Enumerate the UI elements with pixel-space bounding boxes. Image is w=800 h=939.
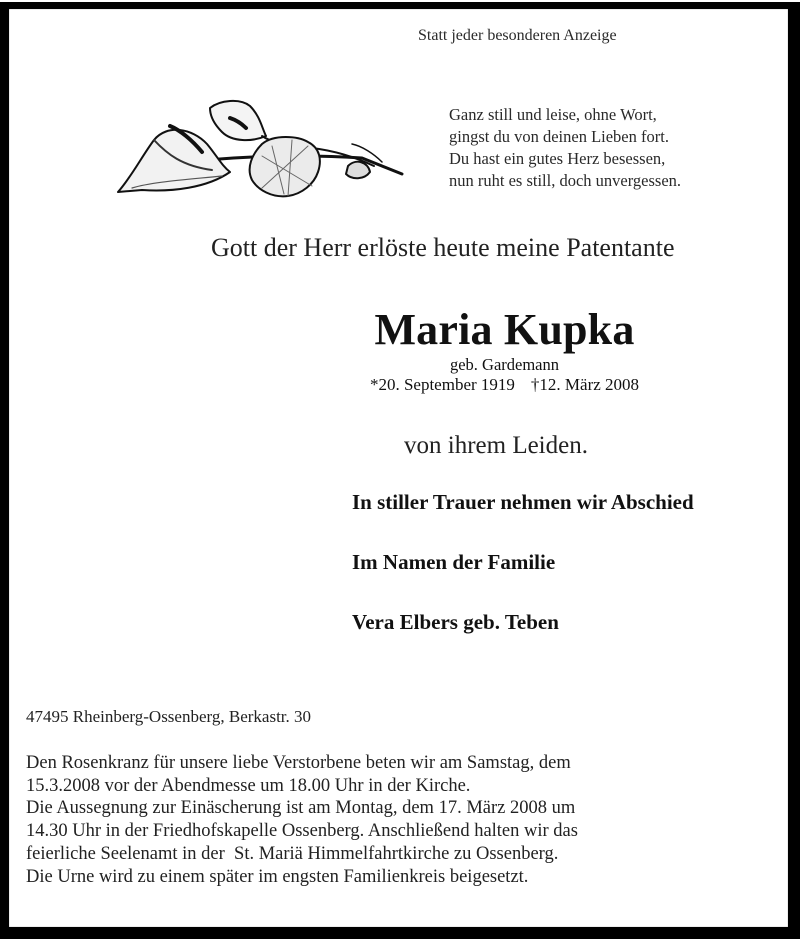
details-line: 14.30 Uhr in der Friedhofskapelle Ossenberg. Anschließend halten wir das: [26, 821, 578, 842]
death-date: †12. März 2008: [530, 375, 640, 394]
poem-line: gingst du von deinen Lieben fort.: [449, 127, 669, 146]
details-line: Den Rosenkranz für unsere liebe Verstorbene beten wir am Samstag, dem: [26, 753, 571, 773]
details-line: Die Urne wird zu einem später im engsten Familienkreis beigesetzt.: [26, 866, 529, 887]
poem-line: Du hast ein gutes Herz besessen,: [449, 149, 666, 168]
family-line: Im Namen der Familie: [352, 550, 556, 574]
header-note: Statt jeder besonderen Anzeige: [418, 27, 617, 44]
signatory-name: Vera Elbers geb. Teben: [352, 610, 559, 634]
service-details: [26, 752, 578, 888]
poem-line: Ganz still und leise, ohne Wort,: [449, 105, 657, 124]
memorial-poem: [449, 104, 681, 192]
details-line: Die Aussegnung zur Einäscherung ist am Montag, dem 17. März 2008 um: [26, 798, 576, 819]
deceased-name: Maria Kupka: [374, 305, 635, 354]
farewell-line: In stiller Trauer nehmen wir Abschied: [352, 490, 694, 514]
details-line: feierliche Seelenamt in der St. Mariä Himmelfahrtkirche zu Ossenberg.: [26, 843, 559, 864]
poem-line: nun ruht es still, doch unvergessen.: [449, 171, 682, 190]
maiden-name: geb. Gardemann: [449, 355, 560, 374]
suffering-line: von ihrem Leiden.: [404, 432, 588, 459]
birth-date: *20. September 1919: [369, 375, 515, 394]
calla-lily-flower-icon: [112, 96, 412, 200]
mourner-address: 47495 Rheinberg-Ossenberg, Berkastr. 30: [26, 707, 312, 726]
details-line: 15.3.2008 vor der Abendmesse um 18.00 Uhr in der Kirche.: [26, 775, 471, 796]
intro-line: Gott der Herr erlöste heute meine Patentante: [211, 233, 675, 262]
life-dates: [0, 375, 800, 395]
